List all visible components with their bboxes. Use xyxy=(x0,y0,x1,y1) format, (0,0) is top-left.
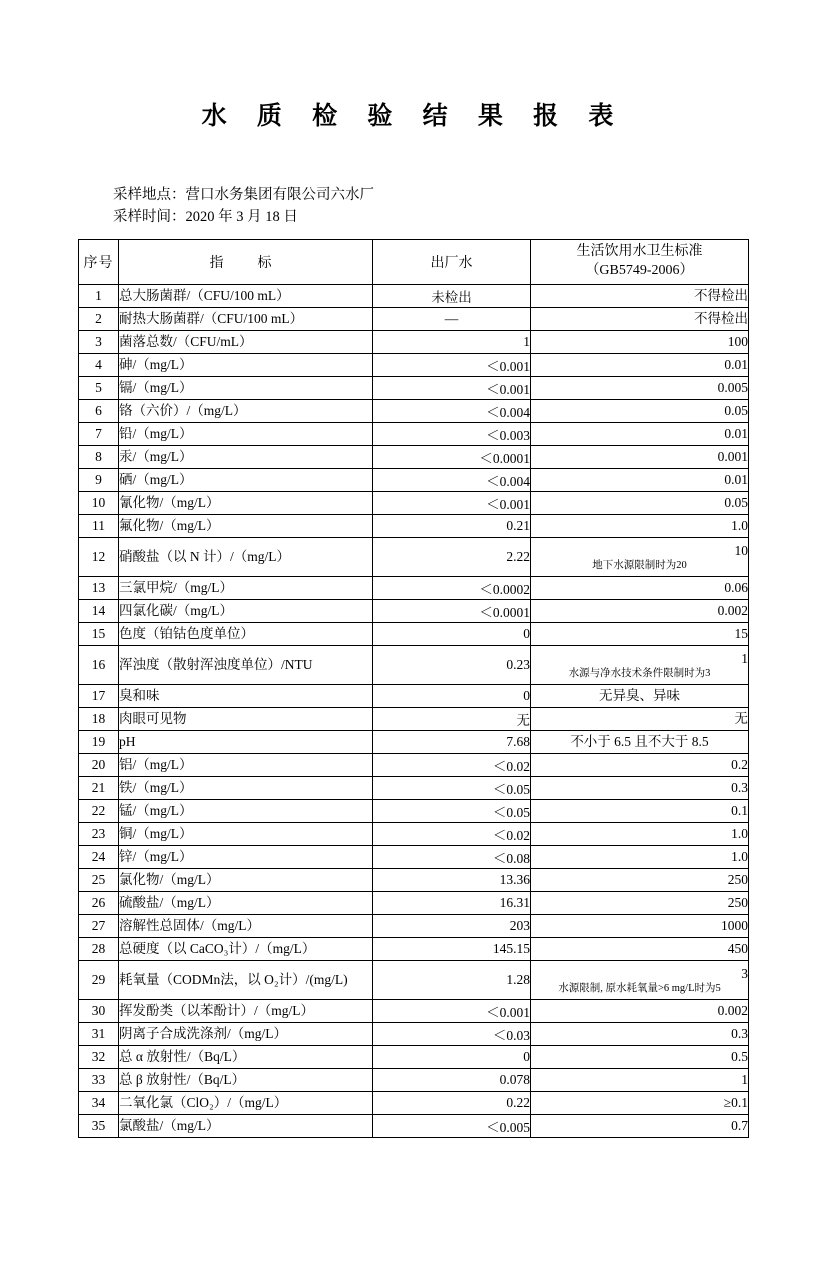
row-item-name: 耗氧量（CODMn法，以 O₂计）/(mg/L) xyxy=(119,960,373,999)
row-index: 3 xyxy=(79,330,119,353)
row-item-name: 挥发酚类（以苯酚计）/（mg/L） xyxy=(119,999,373,1022)
table-row xyxy=(79,1091,749,1114)
row-item-name: 硝酸盐（以 N 计）/（mg/L） xyxy=(119,537,373,576)
row-item-name: pH xyxy=(119,730,373,753)
row-index: 19 xyxy=(79,730,119,753)
row-standard-value xyxy=(531,960,749,999)
row-item-name: 铅/（mg/L） xyxy=(119,422,373,445)
table-row xyxy=(79,914,749,937)
row-out-water-value: ＜0.001 xyxy=(373,376,531,399)
table-row xyxy=(79,284,749,307)
row-index: 21 xyxy=(79,776,119,799)
row-standard-value: 0.05 xyxy=(531,491,749,514)
table-row xyxy=(79,399,749,422)
row-index: 32 xyxy=(79,1045,119,1068)
column-header-standard-line1: 生活饮用水卫生标准 xyxy=(576,244,703,260)
row-standard-value: 0.01 xyxy=(531,353,749,376)
row-item-name: 溶解性总固体/（mg/L） xyxy=(119,914,373,937)
report-page xyxy=(0,96,827,1265)
row-out-water-value: ＜0.03 xyxy=(373,1022,531,1045)
row-out-water-value: 16.31 xyxy=(373,891,531,914)
table-row xyxy=(79,445,749,468)
row-index: 31 xyxy=(79,1022,119,1045)
row-index: 5 xyxy=(79,376,119,399)
row-index: 16 xyxy=(79,645,119,684)
row-out-water-value: 无 xyxy=(373,707,531,730)
row-out-water-value: 0.21 xyxy=(373,514,531,537)
row-standard-value: 0.005 xyxy=(531,376,749,399)
table-row xyxy=(79,1114,749,1137)
row-standard-value: 0.1 xyxy=(531,799,749,822)
row-standard-value: 1000 xyxy=(531,914,749,937)
row-out-water-value: 0.078 xyxy=(373,1068,531,1091)
sampling-time xyxy=(113,206,827,228)
column-header-no: 序号 xyxy=(79,239,119,284)
row-out-water-value: 2.22 xyxy=(373,537,531,576)
row-item-name: 阴离子合成洗涤剂/（mg/L） xyxy=(119,1022,373,1045)
row-out-water-value: 0 xyxy=(373,622,531,645)
table-row xyxy=(79,1022,749,1045)
row-item-name: 三氯甲烷/（mg/L） xyxy=(119,576,373,599)
row-out-water-value: 1.28 xyxy=(373,960,531,999)
table-header xyxy=(79,239,749,284)
table-row xyxy=(79,514,749,537)
row-item-name: 肉眼可见物 xyxy=(119,707,373,730)
row-index: 24 xyxy=(79,845,119,868)
table-row xyxy=(79,730,749,753)
column-header-standard-line2: （GB5749-2006） xyxy=(585,262,694,278)
row-item-name: 铬（六价）/（mg/L） xyxy=(119,399,373,422)
row-standard-value: 250 xyxy=(531,868,749,891)
table-row xyxy=(79,845,749,868)
table-row xyxy=(79,868,749,891)
row-item-name: 总大肠菌群/（CFU/100 mL） xyxy=(119,284,373,307)
table-row xyxy=(79,468,749,491)
table-row xyxy=(79,376,749,399)
row-standard-value: 0.3 xyxy=(531,1022,749,1045)
row-standard-value: 无异臭、异味 xyxy=(531,684,749,707)
row-standard-value: 0.7 xyxy=(531,1114,749,1137)
row-index: 1 xyxy=(79,284,119,307)
row-index: 34 xyxy=(79,1091,119,1114)
table-row xyxy=(79,753,749,776)
row-index: 17 xyxy=(79,684,119,707)
row-item-name: 氰化物/（mg/L） xyxy=(119,491,373,514)
row-index: 12 xyxy=(79,537,119,576)
row-item-name: 浑浊度（散射浑浊度单位）/NTU xyxy=(119,645,373,684)
table-row xyxy=(79,491,749,514)
table-row xyxy=(79,799,749,822)
row-standard-value xyxy=(531,645,749,684)
row-out-water-value: 0 xyxy=(373,684,531,707)
row-out-water-value: 1 xyxy=(373,330,531,353)
row-item-name: 总硬度（以 CaCO₃计）/（mg/L） xyxy=(119,937,373,960)
row-standard-note: 地下水源限制时为20 xyxy=(592,560,687,572)
row-item-name: 氯酸盐/（mg/L） xyxy=(119,1114,373,1137)
row-item-name: 菌落总数/（CFU/mL） xyxy=(119,330,373,353)
row-standard-value: 250 xyxy=(531,891,749,914)
row-item-name: 耐热大肠菌群/（CFU/100 mL） xyxy=(119,307,373,330)
row-out-water-value: ＜0.0001 xyxy=(373,445,531,468)
row-index: 13 xyxy=(79,576,119,599)
table-row xyxy=(79,822,749,845)
table-row xyxy=(79,353,749,376)
table-row xyxy=(79,622,749,645)
row-out-water-value: ＜0.08 xyxy=(373,845,531,868)
row-item-name: 臭和味 xyxy=(119,684,373,707)
table-row xyxy=(79,776,749,799)
row-standard-main: 10 xyxy=(734,542,748,558)
column-header-item: 指 标 xyxy=(119,239,373,284)
row-item-name: 氯化物/（mg/L） xyxy=(119,868,373,891)
table-header-row xyxy=(79,239,749,284)
row-item-name: 砷/（mg/L） xyxy=(119,353,373,376)
table-row xyxy=(79,891,749,914)
row-out-water-value: ＜0.05 xyxy=(373,799,531,822)
row-index: 28 xyxy=(79,937,119,960)
page-title: 水 质 检 验 结 果 报 表 xyxy=(201,103,626,130)
row-out-water-value: 0 xyxy=(373,1045,531,1068)
sampling-location-value: 营口水务集团有限公司六水厂 xyxy=(185,187,374,203)
row-index: 4 xyxy=(79,353,119,376)
row-out-water-value: ＜0.001 xyxy=(373,999,531,1022)
row-item-name: 锌/（mg/L） xyxy=(119,845,373,868)
row-standard-value: 1.0 xyxy=(531,845,749,868)
row-standard-note: 水源与净水技术条件限制时为3 xyxy=(568,668,711,680)
row-item-name: 锰/（mg/L） xyxy=(119,799,373,822)
row-out-water-value: ＜0.05 xyxy=(373,776,531,799)
row-index: 18 xyxy=(79,707,119,730)
row-out-water-value: 7.68 xyxy=(373,730,531,753)
row-standard-value: 0.001 xyxy=(531,445,749,468)
row-out-water-value: ＜0.02 xyxy=(373,753,531,776)
row-standard-value: 1.0 xyxy=(531,514,749,537)
row-index: 9 xyxy=(79,468,119,491)
water-quality-table xyxy=(78,239,749,1138)
table-row xyxy=(79,960,749,999)
table-row xyxy=(79,576,749,599)
row-index: 20 xyxy=(79,753,119,776)
row-index: 27 xyxy=(79,914,119,937)
row-out-water-value: ＜0.02 xyxy=(373,822,531,845)
row-index: 35 xyxy=(79,1114,119,1137)
table-row xyxy=(79,307,749,330)
row-standard-value: 1.0 xyxy=(531,822,749,845)
row-standard-value: 0.05 xyxy=(531,399,749,422)
row-index: 30 xyxy=(79,999,119,1022)
row-out-water-value: 0.23 xyxy=(373,645,531,684)
row-item-name: 铜/（mg/L） xyxy=(119,822,373,845)
row-out-water-value: ＜0.004 xyxy=(373,468,531,491)
row-index: 11 xyxy=(79,514,119,537)
table-row xyxy=(79,1068,749,1091)
row-standard-value: 0.06 xyxy=(531,576,749,599)
row-index: 26 xyxy=(79,891,119,914)
row-standard-value: 不小于 6.5 且不大于 8.5 xyxy=(531,730,749,753)
row-standard-value: 0.3 xyxy=(531,776,749,799)
row-out-water-value: ＜0.001 xyxy=(373,353,531,376)
sampling-time-value: 2020 年 3 月 18 日 xyxy=(185,209,298,226)
table-row xyxy=(79,937,749,960)
row-index: 10 xyxy=(79,491,119,514)
row-index: 25 xyxy=(79,868,119,891)
row-index: 23 xyxy=(79,822,119,845)
table-row xyxy=(79,537,749,576)
row-item-name: 四氯化碳/（mg/L） xyxy=(119,599,373,622)
row-item-name: 铝/（mg/L） xyxy=(119,753,373,776)
row-standard-value xyxy=(531,537,749,576)
row-standard-main: 1 xyxy=(741,650,748,666)
row-index: 22 xyxy=(79,799,119,822)
row-index: 2 xyxy=(79,307,119,330)
row-item-name: 色度（铂钴色度单位） xyxy=(119,622,373,645)
row-standard-value: 1 xyxy=(531,1068,749,1091)
row-out-water-value: ＜0.005 xyxy=(373,1114,531,1137)
table-row xyxy=(79,330,749,353)
row-standard-value: 0.5 xyxy=(531,1045,749,1068)
row-standard-value: 0.01 xyxy=(531,422,749,445)
row-out-water-value: — xyxy=(373,307,531,330)
sampling-location xyxy=(113,184,827,206)
table-row xyxy=(79,422,749,445)
table-row xyxy=(79,1045,749,1068)
row-standard-value: 0.002 xyxy=(531,599,749,622)
row-standard-value: 100 xyxy=(531,330,749,353)
table-row xyxy=(79,707,749,730)
row-item-name: 铁/（mg/L） xyxy=(119,776,373,799)
row-item-name: 总 β 放射性/（Bq/L） xyxy=(119,1068,373,1091)
row-index: 14 xyxy=(79,599,119,622)
row-index: 15 xyxy=(79,622,119,645)
row-item-name: 汞/（mg/L） xyxy=(119,445,373,468)
row-item-name: 总 α 放射性/（Bq/L） xyxy=(119,1045,373,1068)
row-index: 6 xyxy=(79,399,119,422)
table-row xyxy=(79,684,749,707)
column-header-standard xyxy=(531,239,749,284)
row-out-water-value: ＜0.004 xyxy=(373,399,531,422)
row-standard-value: 0.01 xyxy=(531,468,749,491)
row-out-water-value: 0.22 xyxy=(373,1091,531,1114)
table-row xyxy=(79,999,749,1022)
row-index: 8 xyxy=(79,445,119,468)
row-out-water-value: 13.36 xyxy=(373,868,531,891)
row-item-name: 硫酸盐/（mg/L） xyxy=(119,891,373,914)
row-item-name: 氟化物/（mg/L） xyxy=(119,514,373,537)
row-index: 29 xyxy=(79,960,119,999)
table-row xyxy=(79,645,749,684)
row-out-water-value: ＜0.0002 xyxy=(373,576,531,599)
row-standard-value: 0.2 xyxy=(531,753,749,776)
row-standard-value: 无 xyxy=(531,707,749,730)
table-body xyxy=(79,284,749,1137)
row-standard-main: 3 xyxy=(741,965,748,981)
row-item-name: 镉/（mg/L） xyxy=(119,376,373,399)
row-out-water-value: 203 xyxy=(373,914,531,937)
sampling-location-label: 采样地点： xyxy=(113,187,186,203)
row-index: 33 xyxy=(79,1068,119,1091)
row-standard-value: ≥0.1 xyxy=(531,1091,749,1114)
row-item-name: 二氧化氯（ClO₂）/（mg/L） xyxy=(119,1091,373,1114)
row-out-water-value: ＜0.0001 xyxy=(373,599,531,622)
row-standard-note: 水源限制, 原水耗氧量>6 mg/L时为5 xyxy=(558,983,721,995)
row-out-water-value: ＜0.003 xyxy=(373,422,531,445)
row-standard-value: 15 xyxy=(531,622,749,645)
sampling-meta xyxy=(113,184,827,229)
row-item-name: 硒/（mg/L） xyxy=(119,468,373,491)
table-row xyxy=(79,599,749,622)
row-standard-value: 450 xyxy=(531,937,749,960)
row-standard-value: 0.002 xyxy=(531,999,749,1022)
row-out-water-value: ＜0.001 xyxy=(373,491,531,514)
row-out-water-value: 未检出 xyxy=(373,284,531,307)
row-index: 7 xyxy=(79,422,119,445)
column-header-out-water: 出厂水 xyxy=(373,239,531,284)
row-standard-value: 不得检出 xyxy=(531,307,749,330)
row-standard-value: 不得检出 xyxy=(531,284,749,307)
sampling-time-label: 采样时间： xyxy=(113,209,186,226)
row-out-water-value: 145.15 xyxy=(373,937,531,960)
